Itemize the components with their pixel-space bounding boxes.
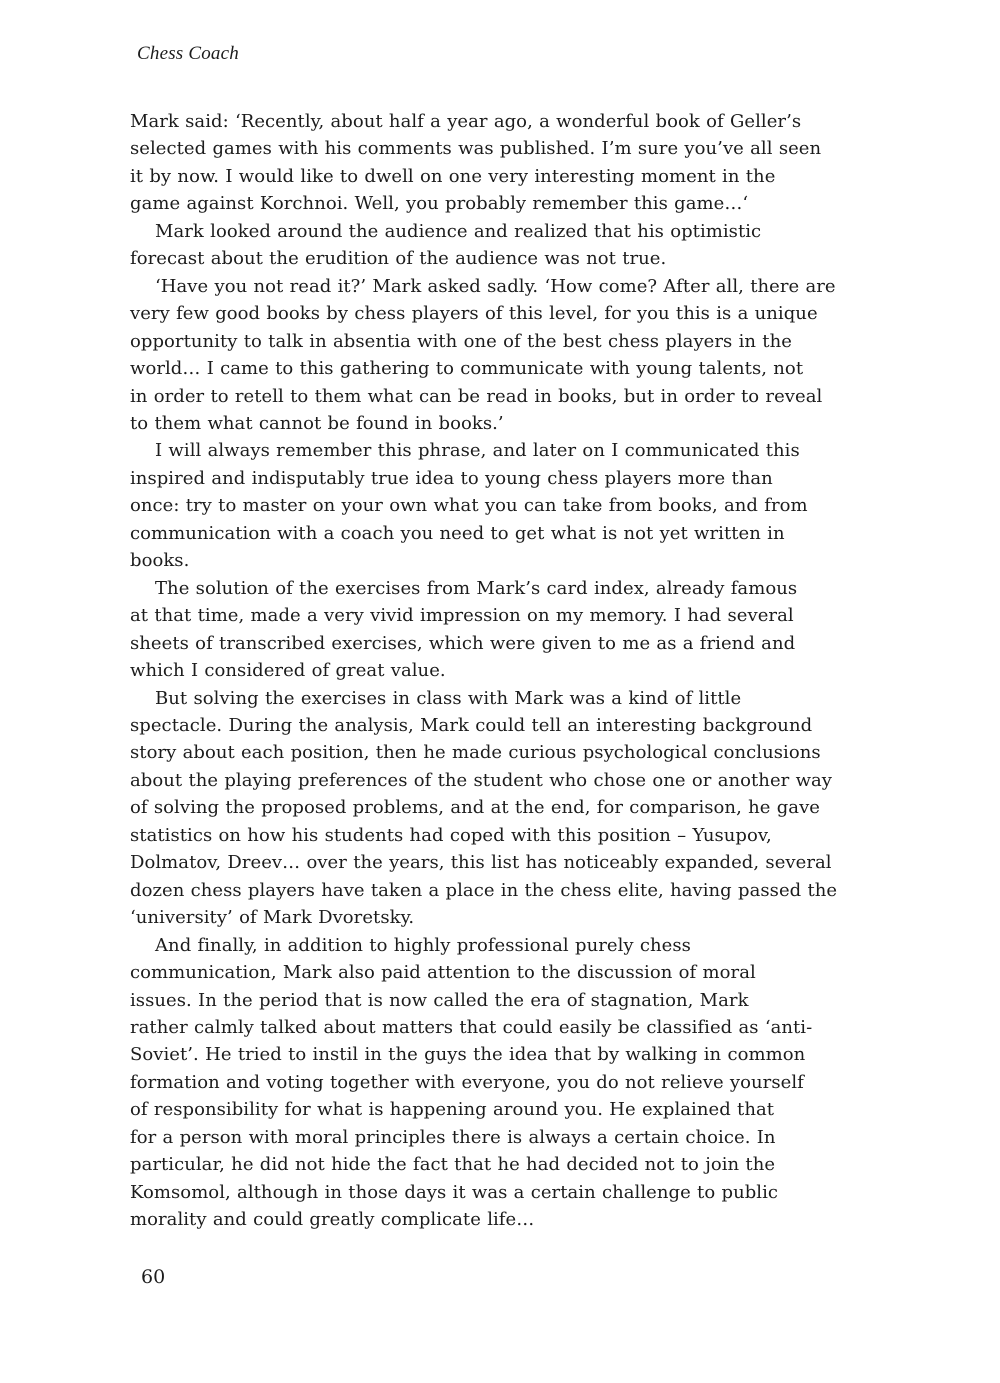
text-line: forecast about the erudition of the audience was not true. — [130, 248, 667, 270]
text-line: The solution of the exercises from Mark’s card index, already famous — [155, 577, 798, 599]
text-line: And finally, in addition to highly professional purely chess — [155, 934, 691, 956]
running-head: Chess Coach — [137, 43, 239, 64]
text-line: ‘university’ of Mark Dvoretsky. — [130, 907, 415, 929]
text-line: Soviet’. He tried to instil in the guys the idea that by walking in common — [130, 1044, 806, 1066]
text-line: Mark looked around the audience and realized that his optimistic — [155, 220, 762, 242]
text-line: inspired and indisputably true idea to young chess players more than — [130, 467, 773, 489]
text-line: books. — [130, 550, 190, 572]
paragraph-1 — [130, 108, 868, 218]
text-line: I will always remember this phrase, and later on I communicated this — [155, 440, 800, 462]
text-line: to them what cannot be found in books.’ — [130, 412, 504, 434]
text-line: communication, Mark also paid attention to the discussion of moral — [130, 962, 756, 984]
text-line: selected games with his comments was published. I’m sure you’ve all seen — [130, 138, 822, 160]
text-line: statistics on how his students had coped with this position – Yusupov, — [130, 824, 772, 846]
text-line: once: try to master on your own what you can take from books, and from — [130, 495, 808, 517]
text-line: which I considered of great value. — [130, 660, 446, 682]
text-line: Komsomol, although in those days it was a certain challenge to public — [130, 1181, 779, 1203]
text-line: of solving the proposed problems, and at the end, for comparison, he gave — [130, 797, 821, 819]
text-line: morality and could greatly complicate life… — [130, 1209, 535, 1231]
text-line: But solving the exercises in class with Mark was a kind of little — [155, 687, 742, 709]
text-line: game against Korchnoi. Well, you probably remember this game…‘ — [130, 193, 749, 215]
text-line: very few good books by chess players of this level, for you this is a unique — [130, 303, 818, 325]
text-line: ‘Have you not read it?’ Mark asked sadly. ‘How come? After all, there are — [155, 275, 836, 297]
text-line: Mark said: ‘Recently, about half a year ago, a wonderful book of Geller’s — [130, 111, 802, 132]
paragraph-3 — [130, 273, 868, 438]
text-line: communication with a coach you need to get what is not yet written in — [130, 522, 785, 544]
text-line: dozen chess players have taken a place in the chess elite, having passed the — [130, 879, 838, 901]
text-line: of responsibility for what is happening around you. He explained that — [130, 1099, 775, 1121]
body-text — [130, 108, 868, 1234]
text-line: in order to retell to them what can be read in books, but in order to reveal — [130, 385, 823, 407]
text-line: story about each position, then he made curious psychological conclusions — [130, 742, 821, 764]
text-line: world… I came to this gathering to communicate with young talents, not — [130, 358, 804, 380]
text-line: for a person with moral principles there is always a certain choice. In — [130, 1126, 776, 1148]
paragraph-6 — [130, 685, 868, 932]
paragraph-7 — [130, 932, 868, 1234]
text-line: Dolmatov, Dreev… over the years, this list has noticeably expanded, several — [130, 852, 832, 874]
text-line: spectacle. During the analysis, Mark could tell an interesting background — [130, 714, 813, 736]
text-line: rather calmly talked about matters that could easily be classified as ‘anti- — [130, 1016, 813, 1038]
paragraph-4 — [130, 437, 868, 574]
text-line: at that time, made a very vivid impression on my memory. I had several — [130, 605, 794, 627]
paragraph-5 — [130, 575, 868, 685]
text-line: particular, he did not hide the fact that he had decided not to join the — [130, 1154, 776, 1176]
text-line: issues. In the period that is now called the era of stagnation, Mark — [130, 989, 749, 1011]
text-line: opportunity to talk in absentia with one of the best chess players in the — [130, 330, 792, 352]
text-line: it by now. I would like to dwell on one very interesting moment in the — [130, 165, 776, 187]
page-number: 60 — [141, 1266, 166, 1288]
text-line: formation and voting together with everyone, you do not relieve yourself — [130, 1071, 804, 1093]
paragraph-2 — [130, 218, 868, 273]
text-line: about the playing preferences of the student who chose one or another way — [130, 769, 833, 791]
text-line: sheets of transcribed exercises, which were given to me as a friend and — [130, 632, 796, 654]
